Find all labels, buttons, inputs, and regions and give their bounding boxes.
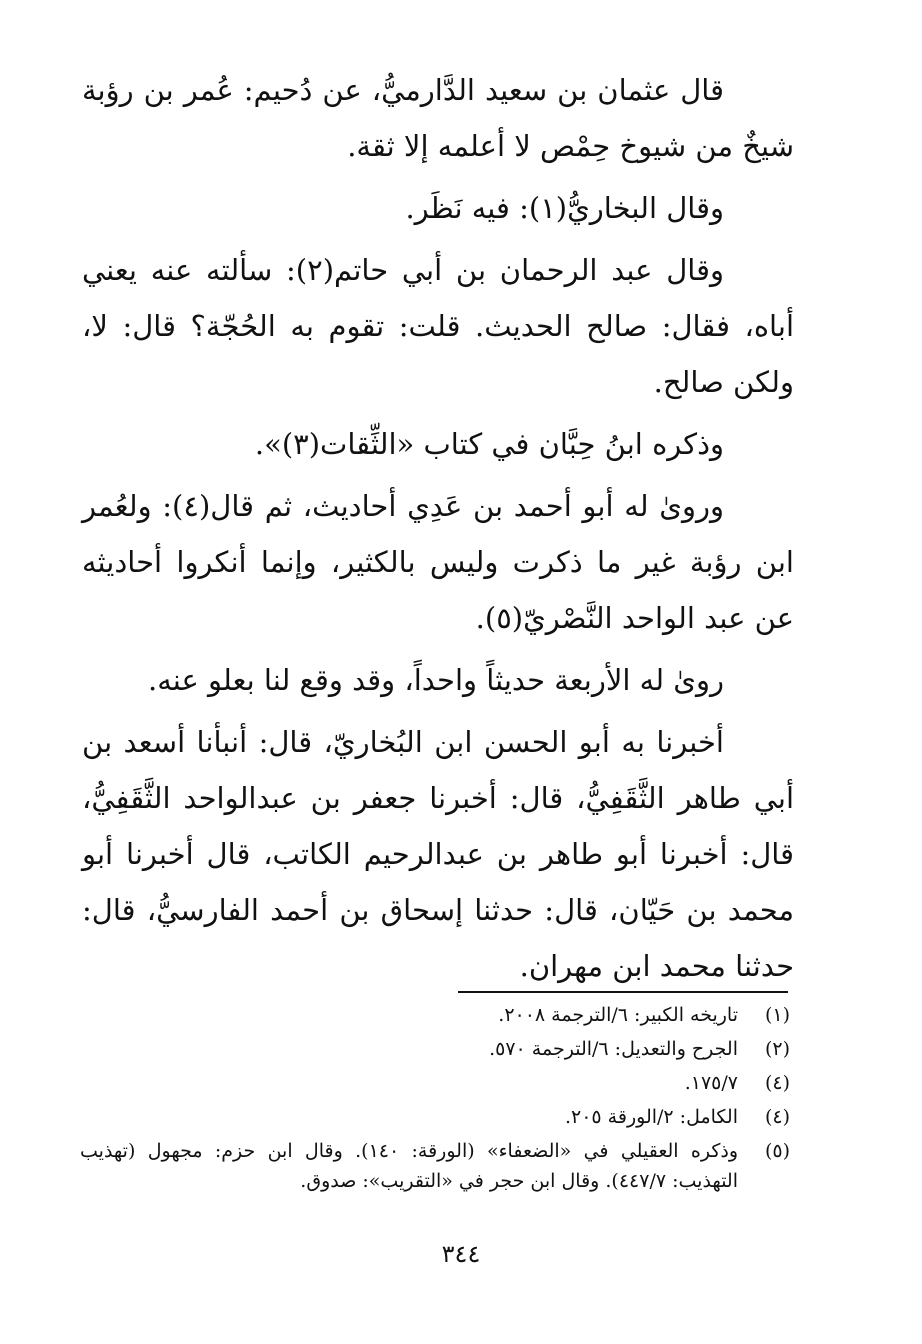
footnote-text: الكامل: ٢/الورقة ٢٠٥.: [564, 1106, 738, 1128]
paragraph-bukhari: وقال البخاريُّ(١): فيه نَظَر.: [405, 191, 724, 225]
paragraph-isnad: أخبرنا به أبو الحسن ابن البُخاريّ، قال: أنبأنا أسعد بن أبي طاهر الثَّقَفِيُّ، قال: أخبرنا جعفر بن عبدالواحد الثَّقَفِيُّ، قال: أخبرنا أبو طاهر بن عبدالرحيم الكاتب، قال أخبرنا أبو محمد بن حَيّان، قال: حدثنا إسحاق بن أحمد الفارسيُّ، قال: حدثنا محمد ابن مهران.: [82, 725, 794, 983]
footnote-item: [80, 1000, 790, 1030]
footnote-item: [80, 1102, 790, 1132]
footnote-item: [80, 1136, 790, 1196]
paragraph-othman-darimi: قال عثمان بن سعيد الدَّارميُّ، عن دُحيم: عُمر بن رؤبة شيخٌ من شيوخ حِمْص لا أعلمه إلا ثقة.: [82, 73, 794, 163]
footnote-number: (٢): [764, 1038, 790, 1060]
paragraph-ibn-adi: وروىٰ له أبو أحمد بن عَدِي أحاديث، ثم قال(٤): ولعُمر ابن رؤبة غير ما ذكرت وليس بالكثير، وإنما أنكروا أحاديثه عن عبد الواحد النَّصْريّ(٥).: [82, 489, 794, 635]
footnote-item: [80, 1034, 790, 1064]
paragraph-arbaa: روىٰ له الأربعة حديثاً واحداً، وقد وقع لنا بعلو عنه.: [148, 663, 724, 697]
footnote-number: (١): [764, 1004, 790, 1026]
paragraph-ibn-abi-hatim: وقال عبد الرحمان بن أبي حاتم(٢): سألته عنه يعني أباه، فقال: صالح الحديث. قلت: تقوم به الحُجّة؟ قال: لا، ولكن صالح.: [82, 253, 794, 399]
footnote-item: [80, 1068, 790, 1098]
footnote-separator: [458, 991, 788, 993]
footnote-number: (٥): [764, 1140, 790, 1162]
footnotes: [80, 1000, 790, 1200]
main-text: [82, 62, 794, 1000]
footnote-text: وذكره العقيلي في «الضعفاء» (الورقة: ١٤٠). وقال ابن حزم: مجهول (تهذيب التهذيب: ٤٤٧/٧). وقال ابن حجر في «التقريب»: صدوق.: [80, 1140, 738, 1192]
page-number: ٣٤٤: [441, 1240, 481, 1268]
footnote-number: (٤): [764, 1072, 790, 1094]
footnote-number: (٤): [764, 1106, 790, 1128]
footnote-text: الجرح والتعديل: ٦/الترجمة ٥٧٠.: [489, 1038, 738, 1060]
footnote-text: تاريخه الكبير: ٦/الترجمة ٢٠٠٨.: [498, 1004, 738, 1026]
paragraph-ibn-hibban: وذكره ابنُ حِبَّان في كتاب «الثِّقات(٣)».: [254, 427, 724, 461]
footnote-text: ١٧٥/٧.: [684, 1072, 738, 1094]
